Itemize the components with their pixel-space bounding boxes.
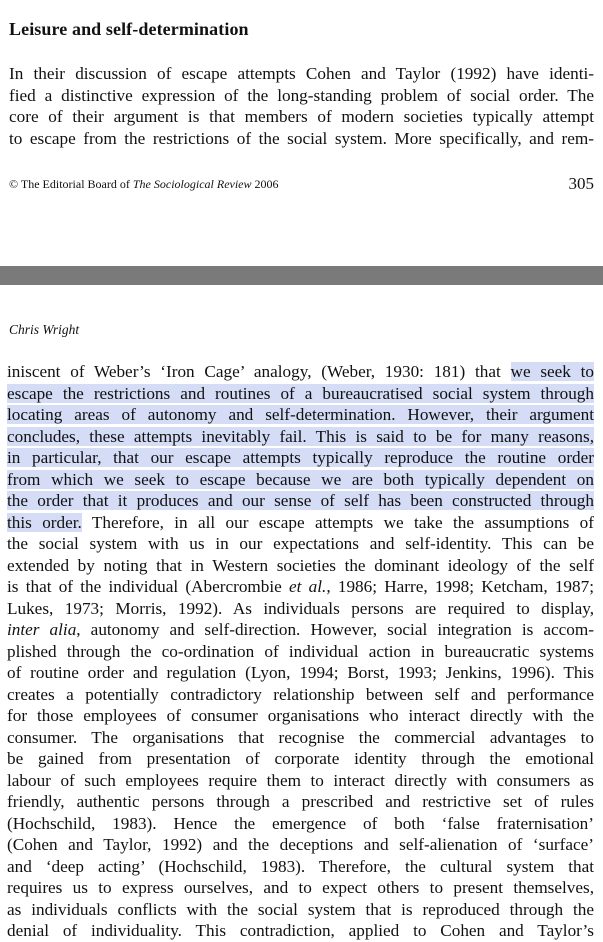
text-line [7, 770, 594, 792]
page-footer [9, 174, 594, 196]
line-text: of routine order and regulation (Lyon, 1994; Borst, 1993; Jenkins, 1996). This [7, 663, 594, 682]
highlighted-text: the order that it produces and our sense of self has been constructed through [7, 491, 594, 510]
text-line: core of their argument is that members of modern societies typically attempt [9, 107, 594, 127]
text-line [7, 641, 594, 663]
text-line [7, 447, 594, 469]
text-line [7, 533, 594, 555]
text-line [7, 619, 594, 641]
text-line [7, 684, 594, 706]
highlighted-text: locating areas of autonomy and self-determination. However, their argument [7, 405, 594, 424]
text-line [7, 426, 594, 448]
highlighted-text: from which we seek to escape because we are both typically dependent on [7, 469, 594, 489]
line-text: and ‘deep acting’ (Hochschild, 1983). Therefore, the cultural system that [7, 856, 594, 876]
highlighted-text: in particular, that our escape attempts typically reproduce the routine order [7, 448, 594, 467]
line-text: as individuals conflicts with the social system that is reproduced through the [7, 899, 594, 919]
italic-text: inter alia [7, 620, 77, 639]
text-line [7, 834, 594, 856]
line-text: creates a potentially contradictory relationship between self and performance [7, 684, 594, 704]
text-line [7, 404, 594, 426]
line-text: extended by noting that in Western societies the dominant ideology of the self [7, 555, 594, 575]
line-text: (Hochschild, 1983). Hence the emergence of both ‘false fraternisation’ [7, 813, 594, 833]
page-number: 305 [568, 174, 594, 193]
text-line [7, 727, 594, 749]
text-line [7, 877, 594, 899]
text-line [7, 920, 594, 942]
line-text: be gained from presentation of corporate identity through the emotional [7, 749, 594, 768]
line-text: requires us to express ourselves, and to expect others to present themselves, [7, 878, 594, 897]
line-text: iniscent of Weber’s ‘Iron Cage’ analogy, (Weber, 1930: 181) that [7, 362, 511, 381]
page-bottom [0, 285, 603, 941]
highlighted-text: this order. [7, 512, 82, 532]
text-line [7, 361, 594, 383]
line-text: for those employees of consumer organisations who interact directly with the [7, 706, 594, 725]
text-line: to escape from the restrictions of the social system. More specifically, and rem- [9, 128, 594, 148]
line-text: , 1986; Harre, 1998; Ketcham, 1987; [326, 577, 594, 596]
text-line [7, 469, 594, 491]
text-line [7, 555, 594, 577]
text-line [7, 813, 594, 835]
text-line: fied a distinctive expression of the long-standing problem of social order. The [9, 85, 594, 105]
text-line [7, 662, 594, 684]
highlighted-text: escape the restrictions and routines of a bureaucratised social system through [7, 383, 594, 403]
text-line [7, 791, 594, 813]
line-text: is that of the individual (Abercrombie [7, 577, 290, 596]
text-line [7, 598, 594, 620]
line-text: the social system with us in our expectations and self-identity. This can be [7, 534, 594, 553]
text-line [7, 748, 594, 770]
top-paragraph [9, 63, 594, 149]
italic-text: et al. [289, 577, 327, 596]
page-divider [0, 266, 603, 285]
copyright-notice [9, 177, 279, 192]
text-line: In their discussion of escape attempts Cohen and Taylor (1992) have identi- [9, 64, 594, 83]
text-line [7, 576, 594, 598]
highlighted-text: we seek to [510, 362, 595, 381]
text-line [7, 383, 594, 405]
text-line [7, 705, 594, 727]
line-text: labour of such employees require them to interact directly with consumers as [7, 770, 594, 790]
text-line [7, 490, 594, 512]
highlighted-text: concludes, these attempts inevitably fail. This is said to be for many reasons, [7, 426, 594, 446]
section-heading: Leisure and self-determination [9, 19, 249, 39]
line-text: (Cohen and Taylor, 1992) and the deceptions and self-alienation of ‘surface’ [7, 835, 594, 854]
line-text: plished through the co-ordination of individual action in bureaucratic systems [7, 641, 594, 661]
page-top [0, 0, 603, 266]
line-text: friendly, authentic persons through a prescribed and restrictive set of rules [7, 792, 594, 811]
line-text: denial of individuality. This contradiction, applied to Cohen and Taylor’s [7, 921, 594, 940]
text-line [7, 512, 594, 534]
text-line [7, 856, 594, 878]
line-text: consumer. The organisations that recognise the commercial advantages to [7, 727, 594, 747]
line-text: Therefore, in all our escape attempts we take the assumptions of [81, 512, 594, 532]
line-text: , autonomy and self-direction. However, social integration is accom- [76, 620, 594, 639]
running-header: Chris Wright [9, 322, 80, 337]
main-paragraph [7, 361, 594, 942]
copyright-prefix: © The Editorial Board of [9, 177, 133, 191]
text-line [7, 899, 594, 921]
line-text: Lukes, 1973; Morris, 1992). As individuals persons are required to display, [7, 598, 594, 618]
journal-title: The Sociological Review [132, 177, 252, 191]
copyright-year: 2006 [251, 177, 279, 191]
